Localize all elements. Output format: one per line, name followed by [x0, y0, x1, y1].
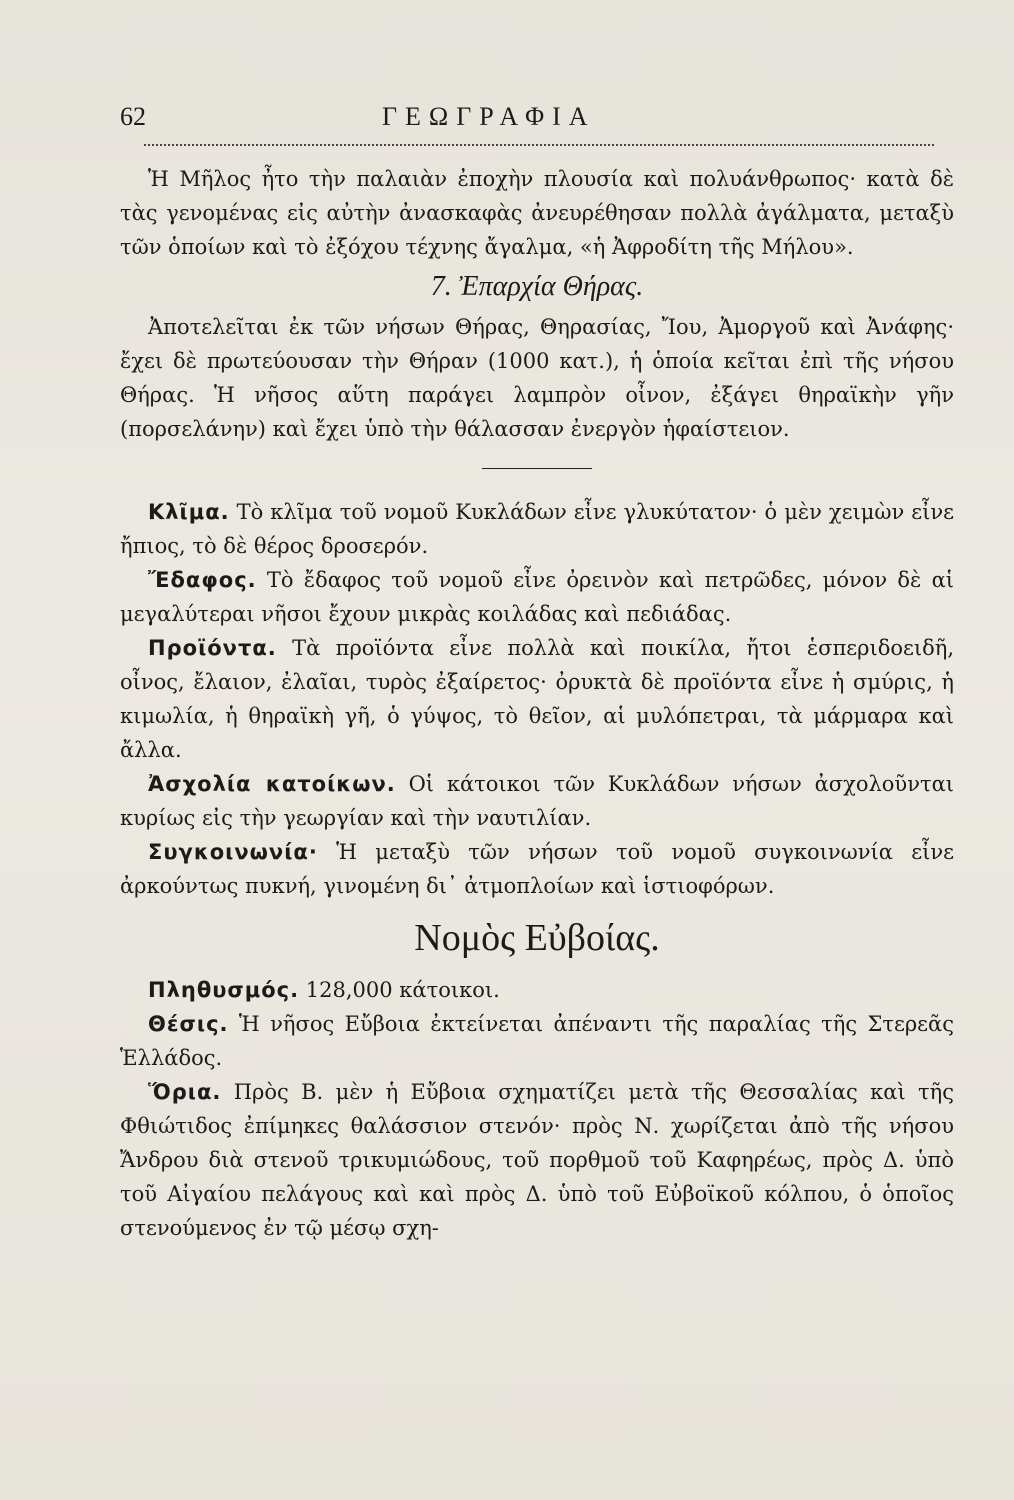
- products-paragraph: [120, 631, 954, 767]
- communication-text: Ἡ μεταξὺ τῶν νήσων τοῦ νομοῦ συγκοινωνία εἶνε ἀρκούντως πυκνή, γινομένη δι᾿ ἀτμοπλοίων καὶ ἱστιοφόρων.: [120, 840, 954, 898]
- borders-lead: Ὅρια.: [148, 1080, 222, 1104]
- occupation-text: Οἱ κάτοικοι τῶν Κυκλάδων νήσων ἀσχολοῦνται κυρίως εἰς τὴν γεωργίαν καὶ τὴν ναυτιλίαν.: [120, 772, 954, 830]
- page-header: [120, 100, 954, 140]
- population-paragraph: [120, 973, 954, 1007]
- page-number: 62: [120, 102, 146, 131]
- products-lead: Προϊόντα.: [148, 636, 277, 660]
- communication-lead: Συγκοινωνία·: [148, 840, 318, 864]
- soil-lead: Ἔδαφος.: [148, 568, 257, 592]
- thera-paragraph: Ἀποτελεῖται ἐκ τῶν νήσων Θήρας, Θηρασίας, Ἴου, Ἀμοργοῦ καὶ Ἀνάφης· ἔχει δὲ πρωτεύουσαν τὴν Θήραν (1000 κατ.), ἡ ὁποία κεῖται ἐπὶ τῆς νήσου Θήρας. Ἡ νῆσος αὕτη παράγει λαμπρὸν οἶνον, ἐξάγει θηραϊκὴν γῆν (πορσελάνην) καὶ ἔχει ὑπὸ τὴν θάλασσαν ἐνεργὸν ἡφαίστειον.: [120, 315, 954, 441]
- borders-paragraph: [120, 1075, 954, 1245]
- products-text: Τὰ προϊόντα εἶνε πολλὰ καὶ ποικίλα, ἤτοι ἑσπεριδοειδῆ, οἶνος, ἔλαιον, ἐλαῖαι, τυρὸς ἐξαίρετος· ὀρυκτὰ δὲ προϊόντα εἶνε ἡ σμύρις, ἡ κιμωλία, ἡ θηραϊκὴ γῆ, ὁ γύψος, τὸ θεῖον, αἱ μυλόπετραι, τὰ μάρμαρα καὶ ἄλλα.: [120, 636, 954, 762]
- population-text: 128,000 κάτοικοι.: [299, 978, 500, 1002]
- header-rule: [144, 140, 934, 146]
- body-text: [120, 162, 954, 1245]
- climate-text: Τὸ κλῖμα τοῦ νομοῦ Κυκλάδων εἶνε γλυκύτατον· ὁ μὲν χειμὼν εἶνε ἤπιος, τὸ δὲ θέρος δροσερόν.: [120, 500, 954, 558]
- soil-paragraph: [120, 563, 954, 631]
- position-lead: Θέσις.: [148, 1012, 229, 1036]
- borders-text: Πρὸς Β. μὲν ἡ Εὔβοια σχηματίζει μετὰ τῆς Θεσσαλίας καὶ τῆς Φθιώτιδος ἐπίμηκες θαλάσσιον στενόν· πρὸς Ν. χωρίζεται ἀπὸ τῆς νήσου Ἄνδρου διὰ στενοῦ τρικυμιώδους, τοῦ πορθμοῦ τοῦ Καφηρέως, πρὸς Δ. ὑπὸ τοῦ Αἰγαίου πελάγους καὶ καὶ πρὸς Δ. ὑπὸ τοῦ Εὐβοϊκοῦ κόλπου, ὁ ὁποῖος στενούμενος ἐν τῷ μέσῳ σχη-: [120, 1080, 954, 1240]
- position-text: Ἡ νῆσος Εὔβοια ἐκτείνεται ἀπέναντι τῆς παραλίας τῆς Στερεᾶς Ἑλλάδος.: [120, 1012, 954, 1070]
- soil-text: Τὸ ἔδαφος τοῦ νομοῦ εἶνε ὀρεινὸν καὶ πετρῶδες, μόνον δὲ αἱ μεγαλύτεραι νῆσοι ἔχουν μικρὰς κοιλάδας καὶ πεδιάδας.: [120, 568, 954, 626]
- population-lead: Πληθυσμός.: [148, 978, 300, 1002]
- occupation-lead: Ἀσχολία κατοίκων.: [148, 772, 396, 796]
- section-divider: [482, 468, 592, 469]
- intro-paragraph: Ἡ Μῆλος ἦτο τὴν παλαιὰν ἐποχὴν πλουσία καὶ πολυάνθρωπος· κατὰ δὲ τὰς γενομένας εἰς αὐτὴν ἀνασκαφὰς ἀνευρέθησαν πολλὰ ἀγάλματα, μεταξὺ τῶν ὁποίων καὶ τὸ ἐξόχου τέχνης ἄγαλμα, «ἡ Ἀφροδίτη τῆς Μήλου».: [120, 167, 954, 259]
- section-heading-euboea: Νομὸς Εὐβοίας.: [414, 917, 660, 959]
- occupation-paragraph: [120, 767, 954, 835]
- running-title: ΓΕΩΓΡΑΦΙΑ: [382, 102, 596, 131]
- position-paragraph: [120, 1007, 954, 1075]
- climate-paragraph: [120, 495, 954, 563]
- section-heading-thera: 7. Ἐπαρχία Θήρας.: [430, 271, 644, 302]
- climate-lead: Κλῖμα.: [148, 500, 230, 524]
- communication-paragraph: [120, 835, 954, 903]
